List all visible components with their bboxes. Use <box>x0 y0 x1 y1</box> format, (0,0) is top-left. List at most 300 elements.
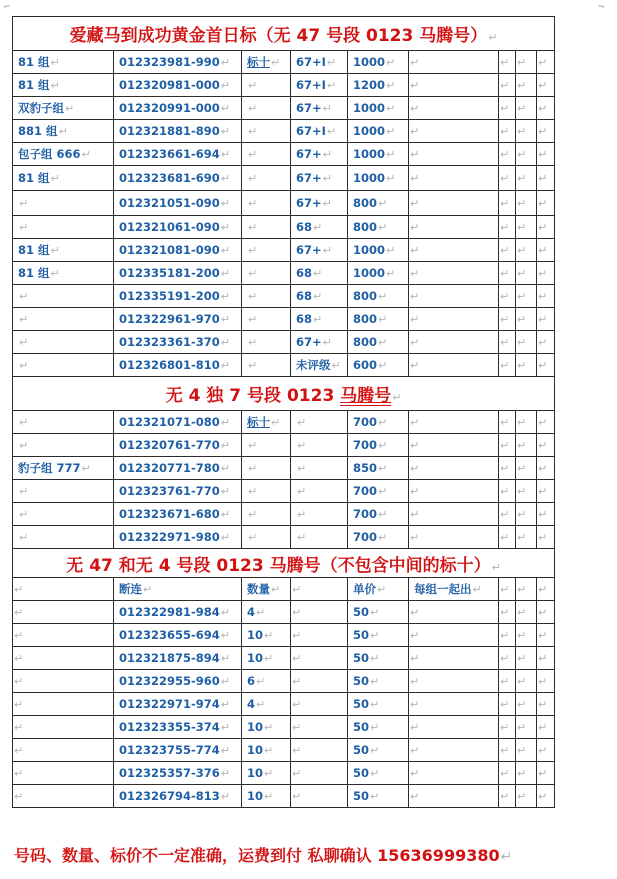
table-row <box>13 624 555 647</box>
paragraph-mark: ↵ <box>292 675 302 688</box>
paragraph-mark: ↵ <box>248 267 258 280</box>
paragraph-mark: ↵ <box>538 508 548 521</box>
paragraph-mark: ↵ <box>517 359 527 372</box>
section-3-title <box>13 549 555 578</box>
paragraph-mark: ↵ <box>14 721 24 734</box>
grade-cell <box>291 97 348 120</box>
paragraph-mark: ↵ <box>220 336 231 349</box>
table-row <box>13 693 555 716</box>
price-cell <box>348 457 409 480</box>
paragraph-mark: ↵ <box>378 313 388 326</box>
grade-cell <box>291 191 348 216</box>
paragraph-mark: ↵ <box>410 721 420 734</box>
table-row <box>13 191 555 216</box>
group-cell <box>13 216 114 239</box>
empty-cell <box>409 191 499 216</box>
empty-cell <box>499 239 516 262</box>
paragraph-mark: ↵ <box>517 56 527 69</box>
price-cell <box>348 762 409 785</box>
paragraph-mark: ↵ <box>410 267 420 280</box>
tag-cell <box>242 262 291 285</box>
paragraph-mark: ↵ <box>220 416 231 429</box>
empty-cell <box>499 143 516 166</box>
number-cell-text: 012322955-960 <box>119 674 220 688</box>
paragraph-mark: ↵ <box>220 462 231 475</box>
empty-cell <box>291 647 348 670</box>
paragraph-mark: ↵ <box>410 221 420 234</box>
empty-cell <box>409 526 499 549</box>
grade-cell-text: 67+ <box>296 147 322 161</box>
paragraph-mark: ↵ <box>386 79 396 92</box>
paragraph-mark: ↵ <box>19 485 29 498</box>
paragraph-mark: ↵ <box>538 439 548 452</box>
empty-cell <box>291 785 348 808</box>
empty-cell <box>516 354 537 377</box>
empty-cell <box>291 762 348 785</box>
paragraph-mark: ↵ <box>517 531 527 544</box>
paragraph-mark: ↵ <box>538 721 548 734</box>
paragraph-mark: ↵ <box>517 485 527 498</box>
empty-cell <box>499 762 516 785</box>
table-row <box>13 670 555 693</box>
paragraph-mark: ↵ <box>517 439 527 452</box>
paragraph-mark: ↵ <box>19 197 29 210</box>
paragraph-mark: ↵ <box>14 675 24 688</box>
paragraph-mark: ↵ <box>410 313 420 326</box>
price-cell-text: 1000 <box>353 266 386 280</box>
grade-cell <box>291 74 348 97</box>
header-start-cell <box>409 578 499 601</box>
empty-cell <box>516 739 537 762</box>
paragraph-mark: ↵ <box>50 244 60 257</box>
price-cell <box>348 739 409 762</box>
number-cell <box>114 670 242 693</box>
section-3-title-cell <box>13 549 555 578</box>
grade-cell-text: 68 <box>296 220 313 234</box>
paragraph-mark: ↵ <box>378 336 388 349</box>
price-cell <box>348 785 409 808</box>
empty-cell <box>516 411 537 434</box>
paragraph-mark: ↵ <box>370 606 380 619</box>
paragraph-mark: ↵ <box>500 698 510 711</box>
paragraph-mark: ↵ <box>322 172 332 185</box>
tag-cell <box>242 480 291 503</box>
tag-cell <box>242 354 291 377</box>
paragraph-mark: ↵ <box>500 290 510 303</box>
qty-cell <box>242 670 291 693</box>
tag-cell <box>242 216 291 239</box>
paragraph-mark: ↵ <box>517 102 527 115</box>
empty-cell <box>409 601 499 624</box>
paragraph-mark: ↵ <box>248 79 258 92</box>
paragraph-mark: ↵ <box>220 698 231 711</box>
number-cell <box>114 601 242 624</box>
paragraph-mark: ↵ <box>386 148 396 161</box>
paragraph-mark: ↵ <box>19 531 29 544</box>
empty-cell <box>537 601 555 624</box>
empty-cell <box>409 308 499 331</box>
empty-cell <box>409 166 499 191</box>
number-cell-text: 012323655-694 <box>119 628 220 642</box>
empty-cell <box>409 457 499 480</box>
paragraph-mark: ↵ <box>143 583 153 596</box>
price-cell <box>348 411 409 434</box>
empty-cell <box>499 739 516 762</box>
paragraph-mark: ↵ <box>410 416 420 429</box>
empty-cell <box>409 434 499 457</box>
grade-cell <box>291 143 348 166</box>
paragraph-mark: ↵ <box>50 267 60 280</box>
paragraph-mark: ↵ <box>538 462 548 475</box>
empty-cell <box>291 670 348 693</box>
price-cell <box>348 480 409 503</box>
empty-cell <box>516 74 537 97</box>
paragraph-mark: ↵ <box>410 102 420 115</box>
empty-cell <box>499 624 516 647</box>
empty-cell <box>537 166 555 191</box>
paragraph-mark: ↵ <box>500 485 510 498</box>
paragraph-mark: ↵ <box>410 172 420 185</box>
empty-cell <box>516 578 537 601</box>
price-cell <box>348 354 409 377</box>
table-row <box>13 411 555 434</box>
paragraph-mark: ↵ <box>58 125 68 138</box>
table-row <box>13 120 555 143</box>
paragraph-mark: ↵ <box>220 267 231 280</box>
header-qty-cell-text: 数量 <box>247 582 270 596</box>
number-cell-text: 012335191-200 <box>119 289 220 303</box>
number-cell-text: 012321071-080 <box>119 415 220 429</box>
empty-cell <box>516 762 537 785</box>
paragraph-mark: ↵ <box>370 790 380 803</box>
paragraph-mark: ↵ <box>410 652 420 665</box>
paragraph-mark: ↵ <box>538 148 548 161</box>
paragraph-mark: ↵ <box>370 744 380 757</box>
page-corner-mark-right: ¬ <box>598 2 605 13</box>
number-cell-text: 012321881-890 <box>119 124 220 138</box>
price-cell-text: 1200 <box>353 78 386 92</box>
empty-cell <box>409 285 499 308</box>
empty-cell <box>409 785 499 808</box>
paragraph-mark: ↵ <box>331 359 341 372</box>
empty-cell <box>516 647 537 670</box>
price-cell-text: 50 <box>353 720 370 734</box>
empty-cell <box>409 624 499 647</box>
paragraph-mark: ↵ <box>472 583 482 596</box>
empty-cell <box>516 331 537 354</box>
empty-cell <box>409 693 499 716</box>
paragraph-mark: ↵ <box>370 675 380 688</box>
group-cell <box>13 120 114 143</box>
paragraph-mark: ↵ <box>538 79 548 92</box>
empty-cell <box>537 331 555 354</box>
tag-cell <box>242 143 291 166</box>
paragraph-mark: ↵ <box>517 221 527 234</box>
price-cell <box>348 503 409 526</box>
group-cell-text: 81 组 <box>18 171 50 185</box>
paragraph-mark: ↵ <box>220 767 231 780</box>
grade-cell <box>291 526 348 549</box>
paragraph-mark: ↵ <box>370 767 380 780</box>
paragraph-mark: ↵ <box>264 721 274 734</box>
paragraph-mark: ↵ <box>500 416 510 429</box>
tag-cell <box>242 285 291 308</box>
price-cell-text: 50 <box>353 605 370 619</box>
empty-cell <box>516 624 537 647</box>
number-cell-text: 012326794-813 <box>119 789 220 803</box>
paragraph-mark: ↵ <box>297 485 307 498</box>
price-cell-text: 50 <box>353 743 370 757</box>
group-cell <box>13 457 114 480</box>
qty-cell <box>242 693 291 716</box>
price-cell-text: 50 <box>353 628 370 642</box>
paragraph-mark: ↵ <box>264 652 274 665</box>
paragraph-mark: ↵ <box>538 267 548 280</box>
number-cell-text: 012335181-200 <box>119 266 220 280</box>
paragraph-mark: ↵ <box>248 290 258 303</box>
qty-cell <box>242 739 291 762</box>
paragraph-mark: ↵ <box>538 221 548 234</box>
price-cell-text: 800 <box>353 289 378 303</box>
paragraph-mark: ↵ <box>220 172 231 185</box>
empty-cell <box>499 51 516 74</box>
paragraph-mark: ↵ <box>410 125 420 138</box>
qty-cell-text: 10 <box>247 743 264 757</box>
empty-cell <box>291 693 348 716</box>
table-row <box>13 239 555 262</box>
paragraph-mark: ↵ <box>386 56 396 69</box>
tag-cell <box>242 308 291 331</box>
paragraph-mark: ↵ <box>517 606 527 619</box>
empty-cell <box>499 411 516 434</box>
price-cell <box>348 262 409 285</box>
empty-cell <box>537 120 555 143</box>
empty-cell <box>499 191 516 216</box>
empty-cell <box>516 143 537 166</box>
empty-cell <box>409 670 499 693</box>
paragraph-mark: ↵ <box>248 508 258 521</box>
price-cell-text: 50 <box>353 697 370 711</box>
group-cell <box>13 166 114 191</box>
empty-cell <box>409 262 499 285</box>
empty-cell <box>13 578 114 601</box>
empty-cell <box>409 647 499 670</box>
paragraph-mark: ↵ <box>220 629 231 642</box>
paragraph-mark: ↵ <box>248 359 258 372</box>
paragraph-mark: ↵ <box>538 790 548 803</box>
empty-cell <box>516 191 537 216</box>
grade-cell <box>291 457 348 480</box>
number-cell <box>114 308 242 331</box>
table-row <box>13 51 555 74</box>
table-row <box>13 74 555 97</box>
price-cell-text: 800 <box>353 220 378 234</box>
price-cell <box>348 670 409 693</box>
paragraph-mark: ↵ <box>517 290 527 303</box>
paragraph-mark: ↵ <box>517 652 527 665</box>
empty-cell <box>409 331 499 354</box>
paragraph-mark: ↵ <box>248 244 258 257</box>
section-3-title-text: 无 47 和无 4 号段 0123 马腾号（不包含中间的标十） <box>66 555 491 576</box>
empty-cell <box>499 216 516 239</box>
paragraph-mark: ↵ <box>377 583 387 596</box>
empty-cell <box>499 578 516 601</box>
group-cell-text: 豹子组 777 <box>18 461 81 475</box>
empty-cell <box>409 239 499 262</box>
paragraph-mark: ↵ <box>410 790 420 803</box>
table-row <box>13 97 555 120</box>
paragraph-mark: ↵ <box>500 508 510 521</box>
paragraph-mark: ↵ <box>386 172 396 185</box>
paragraph-mark: ↵ <box>256 698 266 711</box>
paragraph-mark: ↵ <box>378 485 388 498</box>
empty-cell <box>499 693 516 716</box>
empty-cell <box>13 693 114 716</box>
price-cell <box>348 166 409 191</box>
tag-cell <box>242 97 291 120</box>
number-cell <box>114 331 242 354</box>
paragraph-mark: ↵ <box>14 767 24 780</box>
header-qty-cell <box>242 578 291 601</box>
number-cell <box>114 262 242 285</box>
group-cell <box>13 331 114 354</box>
paragraph-mark: ↵ <box>500 462 510 475</box>
paragraph-mark: ↵ <box>517 416 527 429</box>
number-cell-text: 012326801-810 <box>119 358 220 372</box>
paragraph-mark: ↵ <box>256 606 266 619</box>
table-row <box>13 308 555 331</box>
paragraph-mark: ↵ <box>410 767 420 780</box>
group-cell <box>13 354 114 377</box>
empty-cell <box>409 74 499 97</box>
empty-cell <box>409 143 499 166</box>
paragraph-mark: ↵ <box>500 359 510 372</box>
number-cell <box>114 480 242 503</box>
paragraph-mark: ↵ <box>500 583 510 596</box>
empty-cell <box>537 716 555 739</box>
empty-cell <box>409 480 499 503</box>
number-cell-text: 012323671-680 <box>119 507 220 521</box>
grade-cell-text: 未评级 <box>296 358 331 372</box>
empty-cell <box>499 503 516 526</box>
grade-cell-text: 67+ <box>296 243 322 257</box>
paragraph-mark: ↵ <box>500 790 510 803</box>
number-cell-text: 012321081-090 <box>119 243 220 257</box>
paragraph-mark: ↵ <box>297 439 307 452</box>
paragraph-mark: ↵ <box>517 583 527 596</box>
price-cell <box>348 716 409 739</box>
empty-cell <box>409 51 499 74</box>
table-row <box>13 262 555 285</box>
qty-cell-text: 4 <box>247 605 256 619</box>
price-cell-text: 1000 <box>353 243 386 257</box>
paragraph-mark: ↵ <box>248 439 258 452</box>
paragraph-mark: ↵ <box>220 244 231 257</box>
paragraph-mark: ↵ <box>378 359 388 372</box>
paragraph-mark: ↵ <box>220 439 231 452</box>
group-cell-text: 81 组 <box>18 55 50 69</box>
empty-cell <box>537 74 555 97</box>
empty-cell <box>516 262 537 285</box>
paragraph-mark: ↵ <box>14 790 24 803</box>
tag-cell <box>242 411 291 434</box>
grade-cell <box>291 480 348 503</box>
paragraph-mark: ↵ <box>410 675 420 688</box>
grade-cell <box>291 308 348 331</box>
empty-cell <box>537 480 555 503</box>
paragraph-mark: ↵ <box>248 172 258 185</box>
tag-cell <box>242 239 291 262</box>
footer-note <box>14 843 512 866</box>
paragraph-mark: ↵ <box>322 336 332 349</box>
paragraph-mark: ↵ <box>517 508 527 521</box>
paragraph-mark: ↵ <box>220 744 231 757</box>
footer-text: 号码、数量、标价不一定准确，运费到付 私聊确认 15636999380 <box>14 846 500 865</box>
empty-cell <box>291 716 348 739</box>
grade-cell-text: 67+ <box>296 171 322 185</box>
paragraph-mark: ↵ <box>50 56 60 69</box>
number-cell <box>114 762 242 785</box>
price-cell-text: 50 <box>353 651 370 665</box>
paragraph-mark: ↵ <box>220 485 231 498</box>
paragraph-mark: ↵ <box>220 125 231 138</box>
paragraph-mark: ↵ <box>271 56 281 69</box>
group-cell <box>13 143 114 166</box>
paragraph-mark: ↵ <box>264 767 274 780</box>
number-cell <box>114 693 242 716</box>
price-cell-text: 50 <box>353 674 370 688</box>
empty-cell <box>409 503 499 526</box>
number-cell-text: 012323755-774 <box>119 743 220 757</box>
paragraph-mark: ↵ <box>410 148 420 161</box>
paragraph-mark: ↵ <box>500 267 510 280</box>
empty-cell <box>499 457 516 480</box>
number-cell <box>114 624 242 647</box>
paragraph-mark: ↵ <box>386 125 396 138</box>
paragraph-mark: ↵ <box>313 267 323 280</box>
section-2-title-cell <box>13 377 555 411</box>
empty-cell <box>499 354 516 377</box>
number-cell-text: 012323361-370 <box>119 335 220 349</box>
document-table-container <box>12 16 554 808</box>
price-cell <box>348 693 409 716</box>
paragraph-mark: ↵ <box>517 698 527 711</box>
paragraph-mark: ↵ <box>248 148 258 161</box>
paragraph-mark: ↵ <box>313 313 323 326</box>
price-cell <box>348 74 409 97</box>
empty-cell <box>516 785 537 808</box>
empty-cell <box>291 739 348 762</box>
grade-cell-text: 68 <box>296 289 313 303</box>
price-cell-text: 700 <box>353 415 378 429</box>
grade-cell <box>291 239 348 262</box>
table-row <box>13 526 555 549</box>
paragraph-mark: ↵ <box>538 675 548 688</box>
empty-cell <box>537 670 555 693</box>
header-start-cell-text: 每组一起出 <box>414 582 472 596</box>
empty-cell <box>499 670 516 693</box>
paragraph-mark: ↵ <box>322 244 332 257</box>
paragraph-mark: ↵ <box>370 652 380 665</box>
tag-cell <box>242 74 291 97</box>
paragraph-mark: ↵ <box>220 531 231 544</box>
paragraph-mark: ↵ <box>488 31 498 44</box>
paragraph-mark: ↵ <box>248 462 258 475</box>
paragraph-mark: ↵ <box>500 102 510 115</box>
paragraph-mark: ↵ <box>19 508 29 521</box>
empty-cell <box>499 262 516 285</box>
paragraph-mark: ↵ <box>14 629 24 642</box>
